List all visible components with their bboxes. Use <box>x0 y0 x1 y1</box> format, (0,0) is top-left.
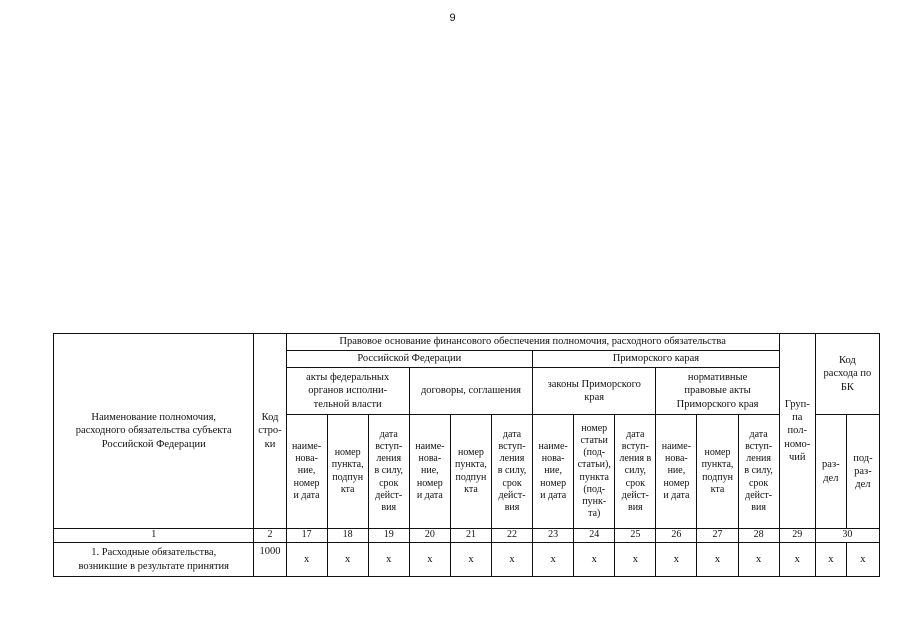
table-cell: x <box>615 543 656 577</box>
column-header-name: Наименование полномочия, расходного обязательства субъекта Российской Федерации <box>54 334 254 529</box>
table-cell: x <box>779 543 815 577</box>
table-cell: x <box>738 543 779 577</box>
table-cell: x <box>846 543 879 577</box>
header-primorsky-krai: Приморского карая <box>533 351 780 368</box>
header-cell: наиме- нова- ние, номер и дата <box>656 415 697 529</box>
column-number: 2 <box>254 529 286 543</box>
table-cell: x <box>574 543 615 577</box>
column-number: 27 <box>697 529 738 543</box>
column-number: 22 <box>491 529 532 543</box>
row-label: 1. Расходные обязательства, возникшие в результате принятия <box>54 543 254 577</box>
header-cell: дата вступ- ления в силу, срок дейст- вия <box>615 415 656 529</box>
column-number: 24 <box>574 529 615 543</box>
column-number: 17 <box>286 529 327 543</box>
row-code: 1000 <box>254 543 286 577</box>
column-number: 26 <box>656 529 697 543</box>
table-cell: x <box>815 543 846 577</box>
table-cell: x <box>491 543 532 577</box>
header-federal-acts: акты федеральных органов исполни- тельной власти <box>286 368 409 415</box>
header-contracts: договоры, соглашения <box>409 368 532 415</box>
column-number: 25 <box>615 529 656 543</box>
header-legal-basis: Правовое основание финансового обеспечения полномочия, расходного обязательства <box>286 334 779 351</box>
table-cell: x <box>368 543 409 577</box>
header-cell: дата вступ- ления в силу, срок дейст- вия <box>491 415 532 529</box>
header-krai-laws: законы Приморского края <box>533 368 656 415</box>
header-krai-normative-acts: нормативные правовые акты Приморского края <box>656 368 779 415</box>
header-cell: номер пункта, подпун кта <box>327 415 368 529</box>
table-cell: x <box>286 543 327 577</box>
header-cell: номер пункта, подпун кта <box>697 415 738 529</box>
table-cell: x <box>409 543 450 577</box>
column-number: 20 <box>409 529 450 543</box>
column-number-row <box>54 529 880 543</box>
column-number: 30 <box>815 529 879 543</box>
column-number: 18 <box>327 529 368 543</box>
table-cell: x <box>533 543 574 577</box>
financial-basis-table <box>53 333 880 577</box>
column-number: 29 <box>779 529 815 543</box>
table-row <box>54 543 880 577</box>
header-cell: наиме- нова- ние, номер и дата <box>286 415 327 529</box>
header-cell: дата вступ- ления в силу, срок дейст- вия <box>738 415 779 529</box>
header-cell: дата вступ- ления в силу, срок дейст- вия <box>368 415 409 529</box>
header-cell: наиме- нова- ние, номер и дата <box>409 415 450 529</box>
column-number: 23 <box>533 529 574 543</box>
header-cell: наиме- нова- ние, номер и дата <box>533 415 574 529</box>
header-cell: номер статьи (под- статьи), пункта (под- пунк- та) <box>574 415 615 529</box>
column-header-row-code: Код стро- ки <box>254 334 286 529</box>
table-cell: x <box>697 543 738 577</box>
column-header-group: Груп- па пол- номо- чий <box>779 334 815 529</box>
table-cell: x <box>327 543 368 577</box>
table-cell: x <box>450 543 491 577</box>
header-russian-federation: Российской Федерации <box>286 351 533 368</box>
column-number: 1 <box>54 529 254 543</box>
column-number: 19 <box>368 529 409 543</box>
table-cell: x <box>656 543 697 577</box>
header-row-legal-basis <box>54 334 880 351</box>
header-subsection: под- раз- дел <box>846 415 879 529</box>
header-section: раз- дел <box>815 415 846 529</box>
header-cell: номер пункта, подпун кта <box>450 415 491 529</box>
page-number: 9 <box>449 12 456 24</box>
column-header-bk-code: Код расхода по БК <box>815 334 879 415</box>
column-number: 28 <box>738 529 779 543</box>
column-number: 21 <box>450 529 491 543</box>
